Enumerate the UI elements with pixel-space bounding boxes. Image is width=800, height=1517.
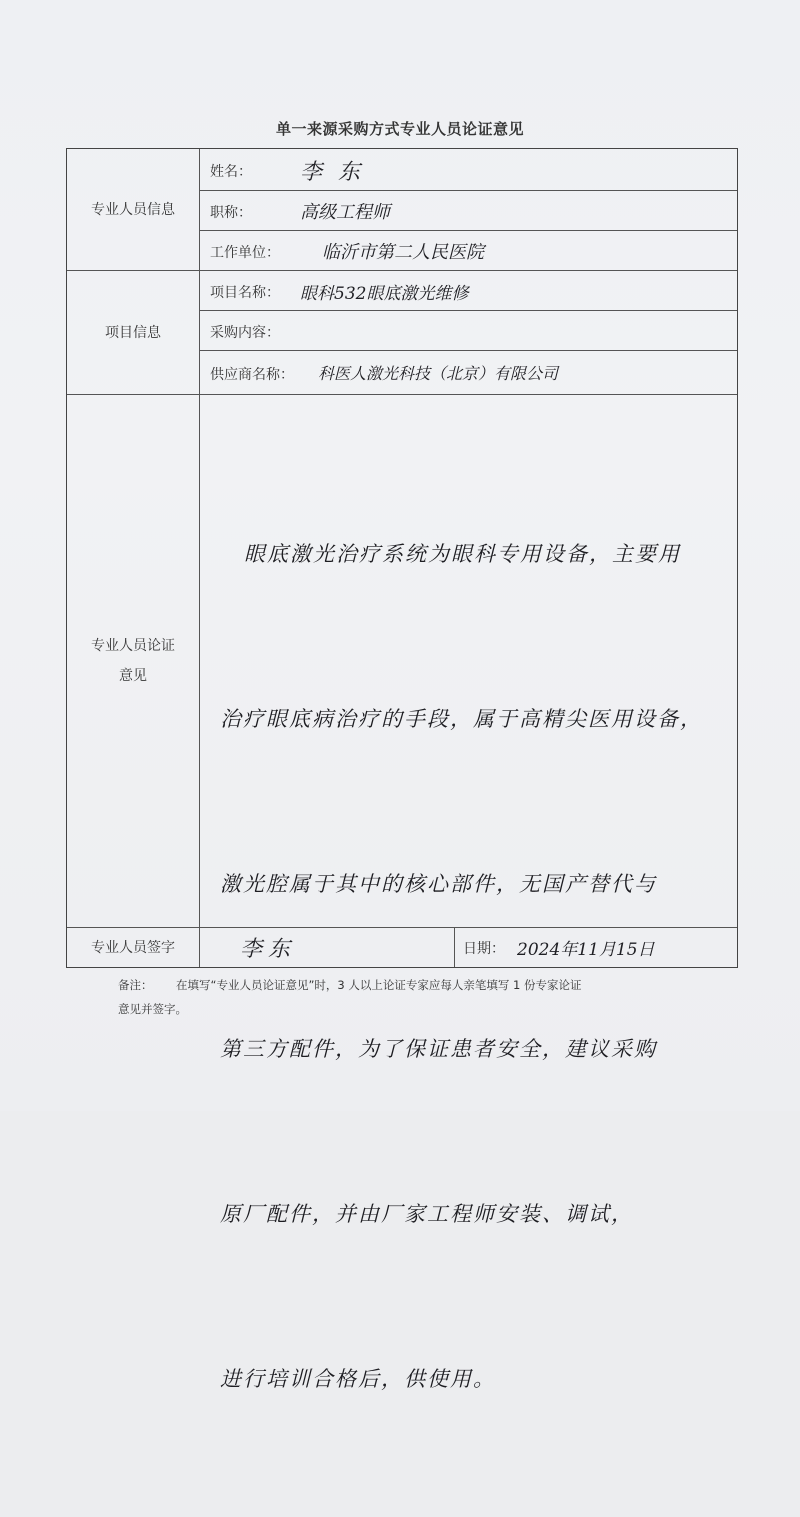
opinion-label-line1: 专业人员论证 [91, 638, 175, 654]
signature-label-cell [67, 928, 200, 967]
document-title: 单一来源采购方式专业人员论证意见 [275, 120, 524, 138]
opinion-line: 眼底激光治疗系统为眼科专用设备，主要用 [244, 542, 681, 566]
opinion-line: 第三方配件，为了保证患者安全，建议采购 [220, 1037, 657, 1061]
project-info-label-cell [67, 271, 200, 395]
project-info-label: 项目信息 [105, 324, 161, 341]
note-text-line1: 在填写“专业人员论证意见”时，3 人以上论证专家应每人亲笔填写 1 份专家论证 [176, 978, 582, 992]
opinion-line: 原厂配件，并由厂家工程师安装、调试， [220, 1202, 634, 1226]
title-label: 职称： [210, 205, 252, 221]
name-label: 姓名： [210, 164, 252, 180]
note-label: 备注： [118, 978, 153, 992]
opinion-label-cell [67, 395, 200, 928]
supplier-label: 供应商名称： [210, 367, 294, 383]
title-row [200, 191, 737, 231]
project-name-row [200, 271, 737, 311]
opinion-line: 激光腔属于其中的核心部件，无国产替代与 [220, 872, 657, 896]
personal-info-label-cell [67, 149, 200, 271]
signature-value: 李东 [240, 937, 297, 962]
opinion-line: 治疗眼底病治疗的手段，属于高精尖医用设备， [220, 707, 703, 731]
supplier-row [200, 351, 737, 395]
employer-label: 工作单位： [210, 245, 280, 261]
name-value: 李东 [300, 160, 377, 185]
name-row [200, 149, 737, 191]
title-value: 高级工程师 [300, 202, 390, 223]
signature-label: 专业人员签字 [91, 939, 175, 956]
date-cell [455, 928, 737, 967]
signature-cell [200, 928, 455, 967]
personal-info-label: 专业人员信息 [91, 201, 175, 218]
employer-row [200, 231, 737, 271]
purchase-content-label: 采购内容： [210, 325, 280, 341]
opinion-line: 进行培训合格后，供使用。 [220, 1367, 496, 1391]
date-label: 日期： [463, 941, 505, 957]
supplier-value: 科医人激光科技（北京）有限公司 [318, 364, 559, 383]
note-text-line2: 意见并签字。 [118, 1002, 187, 1016]
footnote [118, 973, 738, 1021]
purchase-content-row [200, 311, 737, 351]
project-name-value: 眼科532眼底激光维修 [300, 284, 469, 304]
employer-value: 临沂市第二人民医院 [322, 242, 484, 263]
opinion-label-line2: 意见 [119, 668, 147, 684]
date-value: 2024年11月15日 [517, 940, 655, 960]
project-name-label: 项目名称： [210, 285, 280, 301]
